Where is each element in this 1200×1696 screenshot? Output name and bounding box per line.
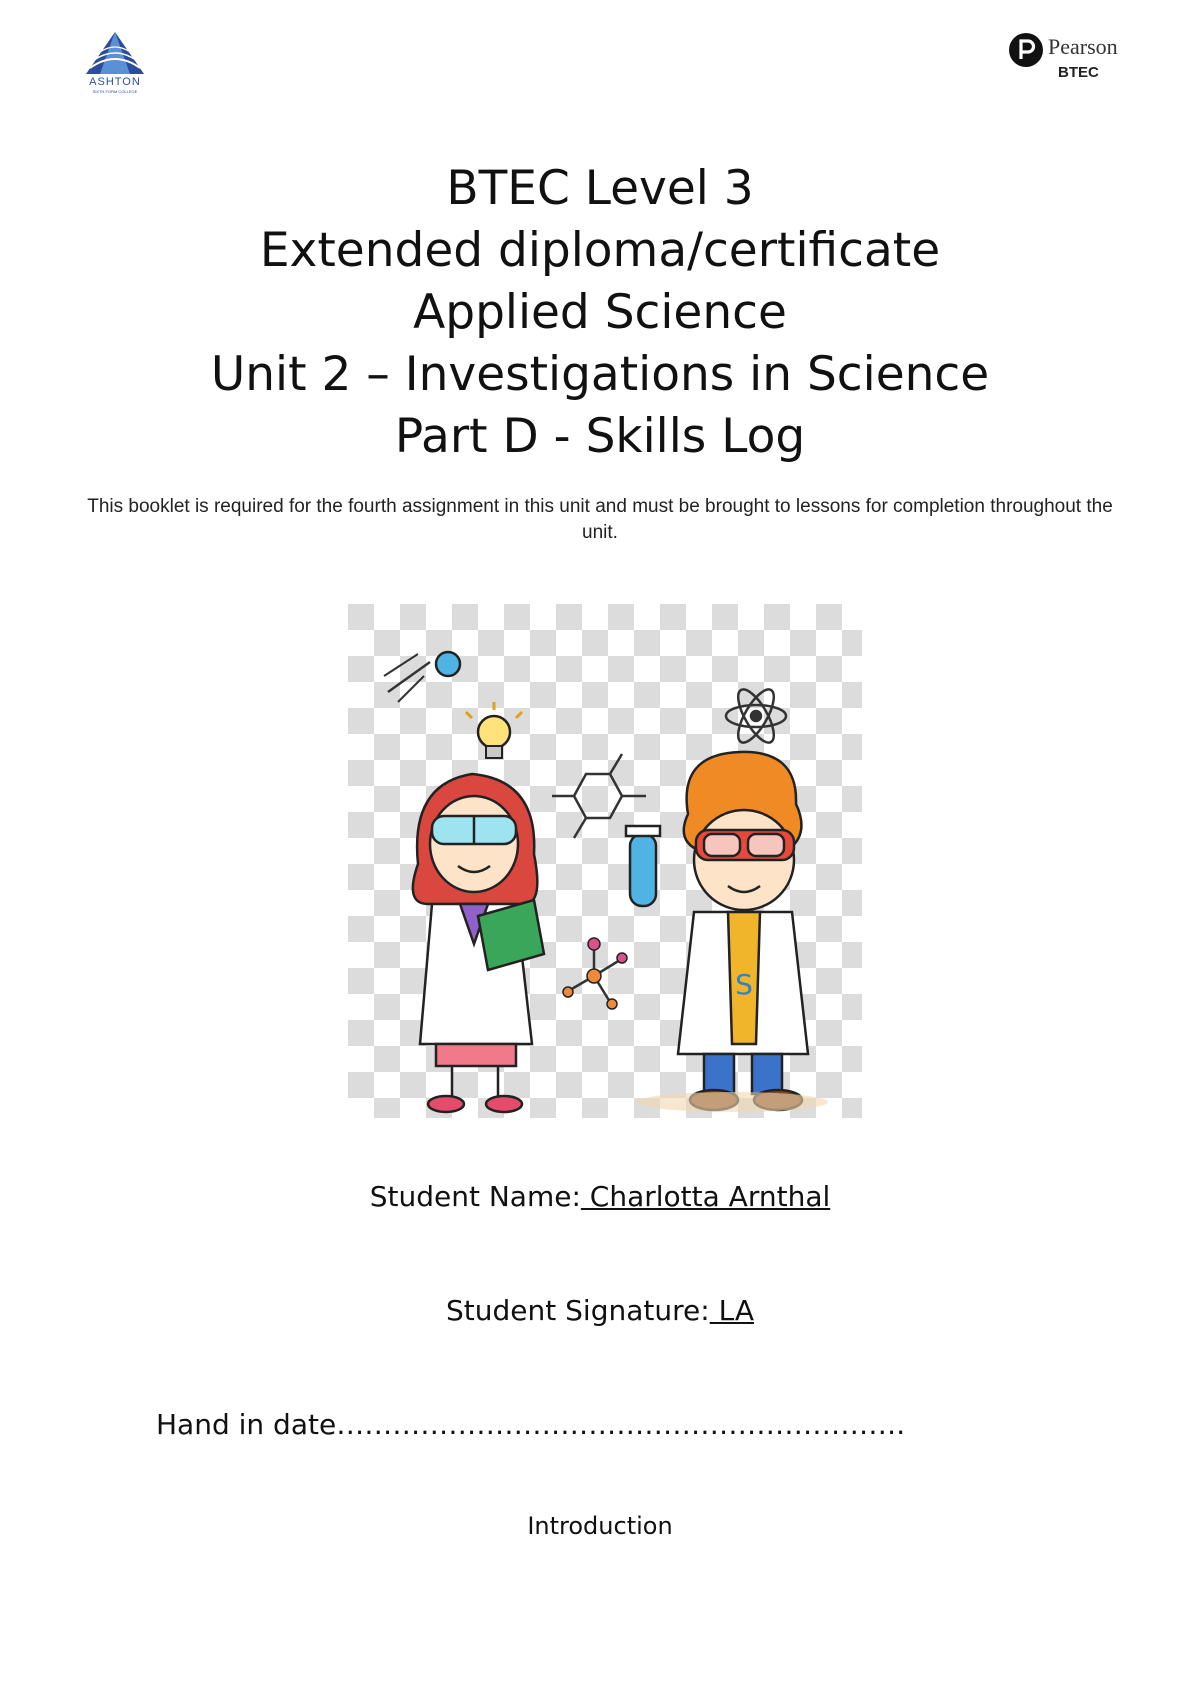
shirt-letter: S [735, 968, 753, 1001]
hand-in-date-field: Hand in date……………………………………………………. [156, 1408, 906, 1441]
pearson-logo-text: Pearson [1048, 34, 1118, 59]
ashton-logo-text: ASHTON [89, 76, 141, 88]
student-name-value: Charlotta Arnthal [580, 1180, 831, 1213]
ashton-logo [80, 30, 150, 100]
btec-logo-text: BTEC [1058, 64, 1099, 81]
title-line-5: Part D - Skills Log [394, 409, 806, 464]
student-signature-field [0, 1294, 1200, 1327]
title-line-3: Applied Science [413, 285, 787, 340]
document-title [60, 158, 1140, 468]
student-signature-label: Student Signature: [446, 1294, 710, 1327]
title-line-2: Extended diploma/certificate [259, 223, 941, 278]
title-line-4: Unit 2 – Investigations in Science [210, 347, 990, 402]
title-line-1: BTEC Level 3 [446, 161, 754, 216]
pearson-btec-logo [1008, 30, 1148, 90]
student-name-field [0, 1180, 1200, 1213]
ashton-logo-subtext: SIXTH FORM COLLEGE [92, 89, 138, 94]
pearson-p-icon [1008, 32, 1044, 68]
booklet-instruction-text: This booklet is required for the fourth assignment in this unit and must be brought to lessons for completion throughout the unit. [87, 496, 1113, 543]
student-name-label: Student Name: [369, 1180, 581, 1213]
scientists-illustration-svg [348, 604, 862, 1118]
scientists-illustration [348, 604, 862, 1118]
ashton-pyramid-icon [80, 30, 150, 78]
student-signature-value: LA [709, 1294, 754, 1327]
introduction-heading: Introduction [527, 1512, 673, 1540]
